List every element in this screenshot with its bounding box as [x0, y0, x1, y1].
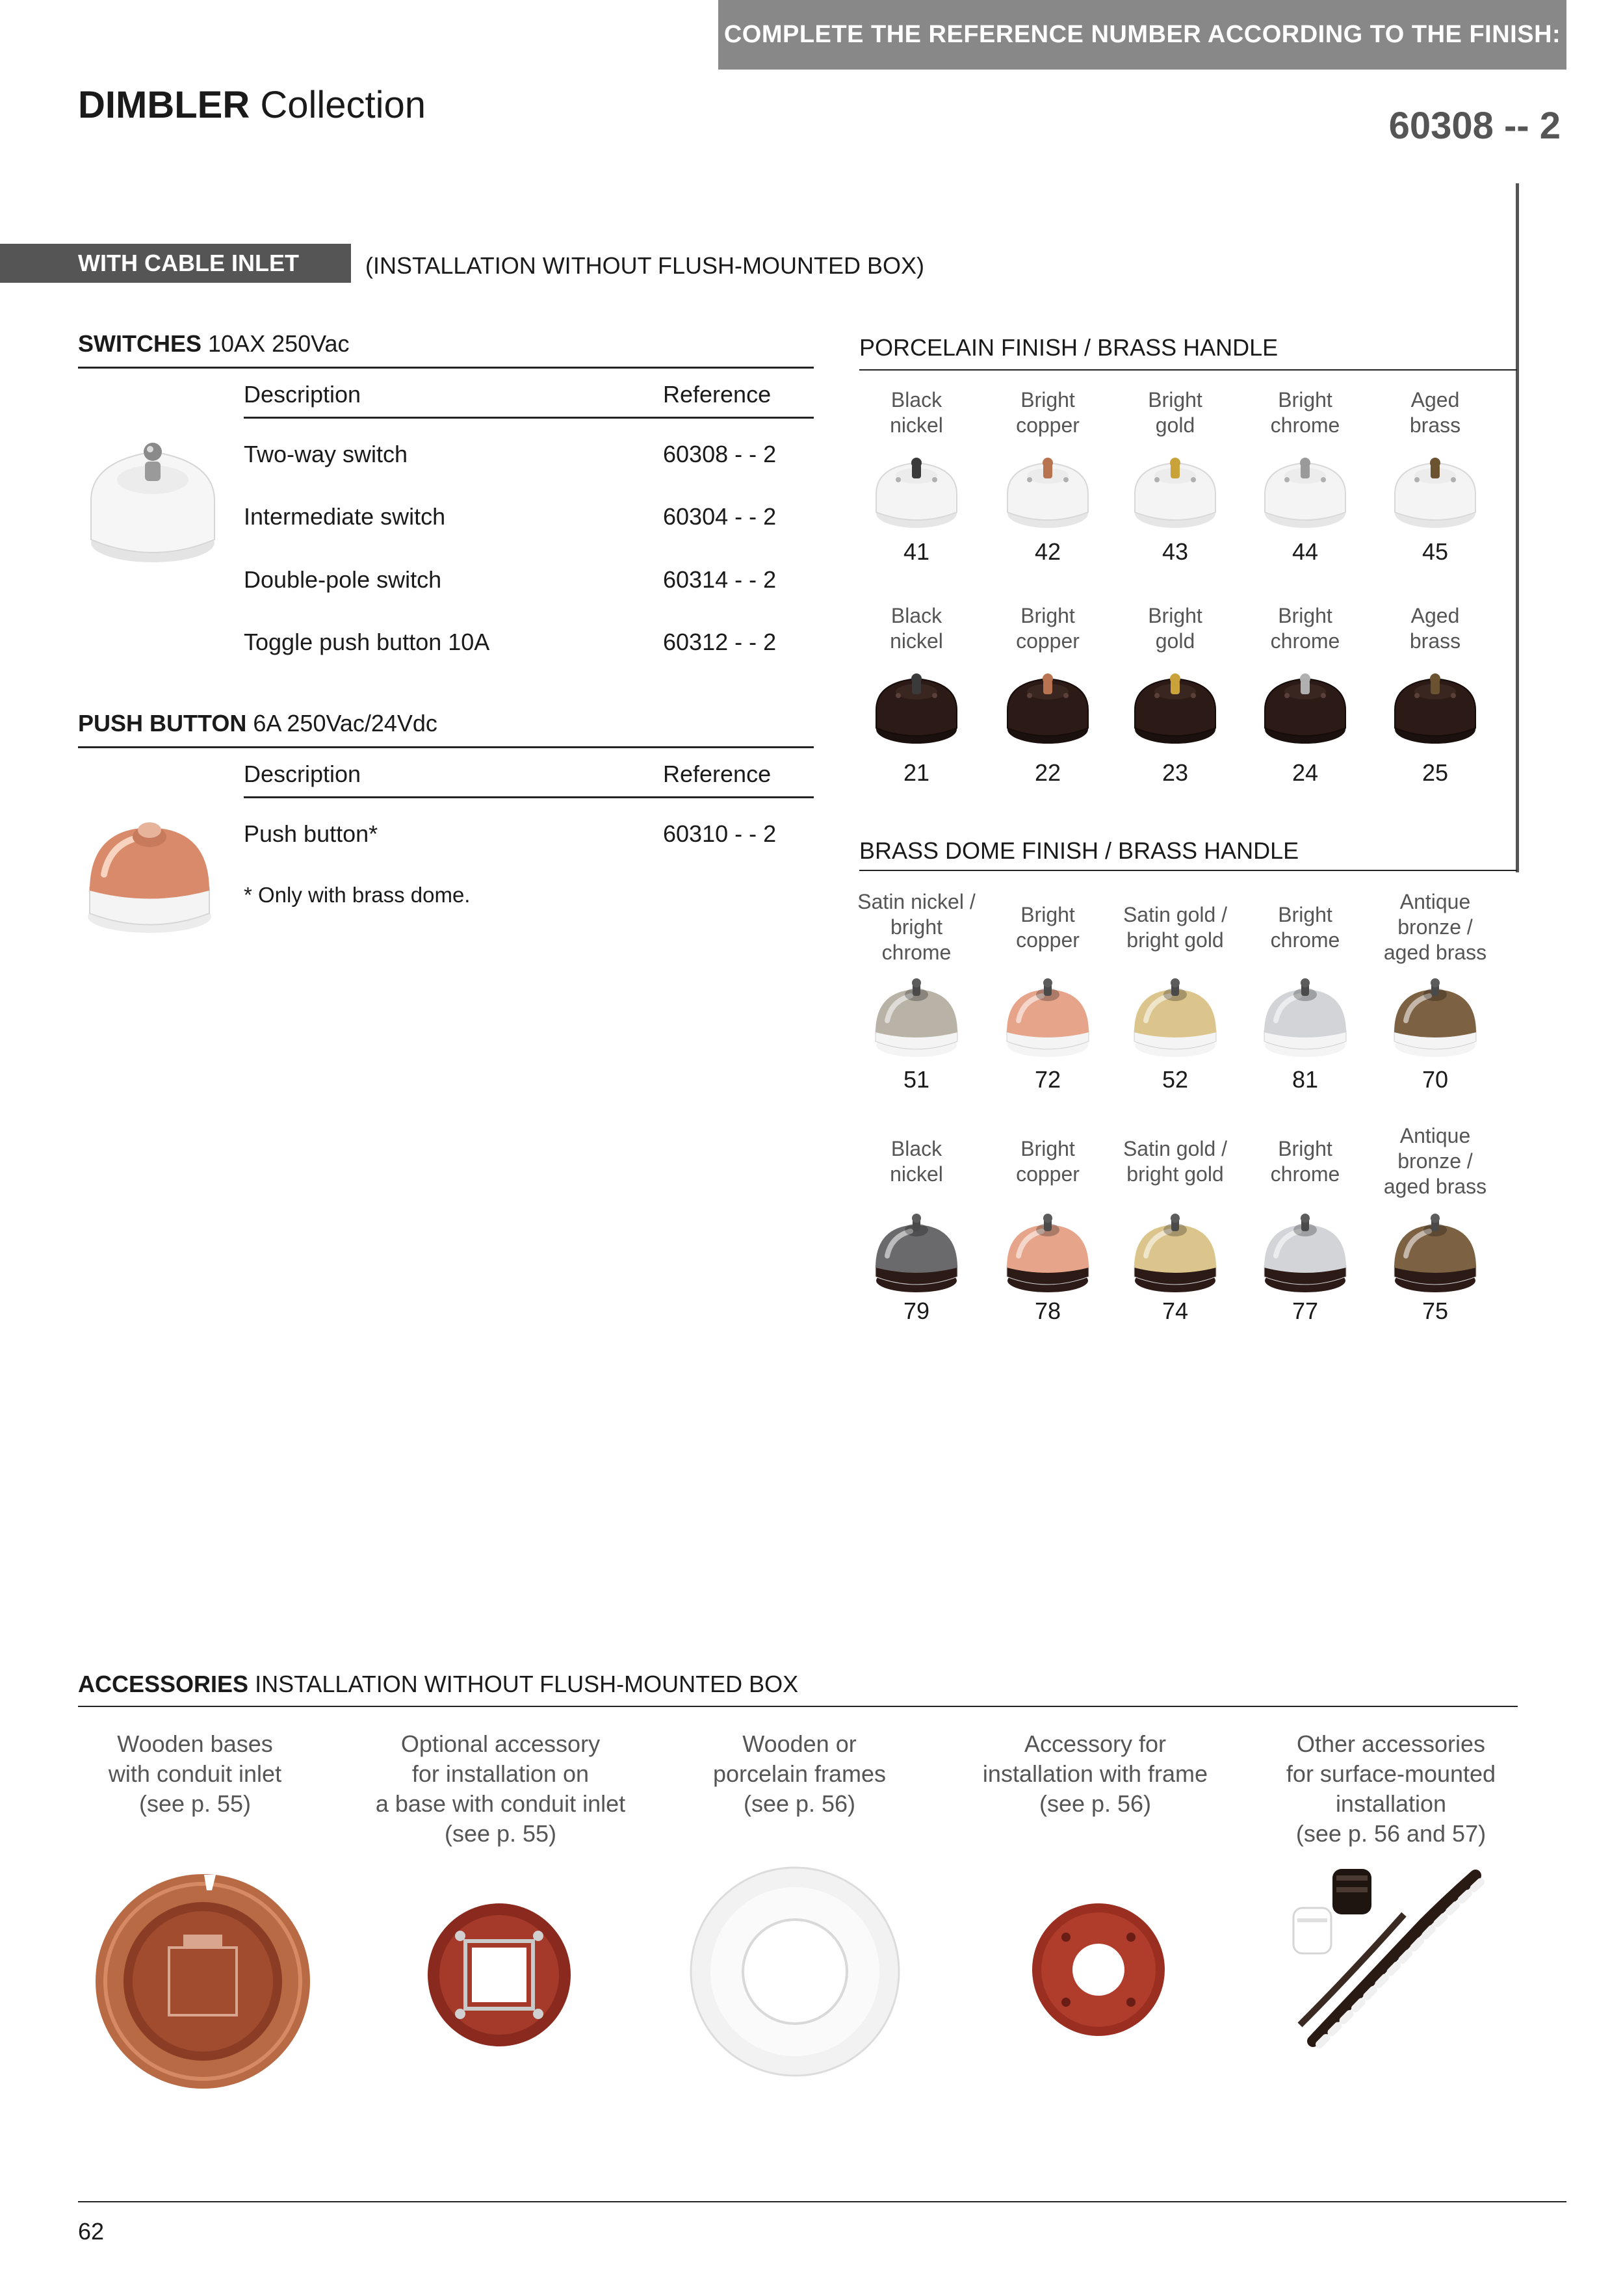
finish-code: 41	[903, 538, 930, 565]
finish-code: 70	[1422, 1066, 1449, 1093]
finish-label	[851, 387, 981, 438]
finish-label	[1105, 1136, 1245, 1187]
finish-code: 45	[1422, 538, 1449, 565]
finish-code: 74	[1162, 1298, 1189, 1324]
finish-banner: COMPLETE THE REFERENCE NUMBER ACCORDING TO THE FINISH:	[718, 0, 1566, 70]
switch-row-ref: 60304 - - 2	[663, 503, 777, 530]
finish-label-line: Bright	[1148, 604, 1202, 627]
finish-code: 78	[1034, 1298, 1061, 1324]
accessory-caption	[55, 1729, 335, 1819]
accessory-caption	[361, 1729, 640, 1849]
switch-finish-swatch	[871, 449, 962, 533]
vertical-divider	[1516, 183, 1519, 872]
switches-col-ref: Reference	[663, 381, 772, 408]
accessory-caption-line: Optional accessory	[400, 1730, 601, 1757]
section-tag: WITH CABLE INLET	[0, 244, 351, 283]
switch-finish-swatch	[1002, 449, 1093, 533]
finish-label-line: nickel	[890, 629, 943, 653]
page-title	[78, 83, 426, 127]
finish-label-line: brass	[1409, 629, 1461, 653]
finish-label-line: chrome	[1270, 629, 1340, 653]
switch-row-desc: Toggle push button 10A	[244, 629, 490, 655]
accessory-caption-line: Accessory for	[1024, 1730, 1167, 1757]
finish-label	[1365, 889, 1505, 965]
dome-finish-swatch	[999, 1210, 1097, 1295]
dome-finish-swatch	[1126, 1210, 1224, 1295]
finish-label-line: aged brass	[1383, 1175, 1487, 1198]
switch-finish-swatch	[1260, 449, 1351, 533]
finish-label	[1240, 603, 1370, 654]
accessory-caption-line: with conduit inlet	[108, 1760, 282, 1787]
accessory-caption-line: Wooden bases	[117, 1730, 273, 1757]
finish-code: 72	[1034, 1066, 1061, 1093]
finish-code: 81	[1292, 1066, 1319, 1093]
accessory-caption-line: (see p. 56 and 57)	[1295, 1820, 1487, 1847]
switch-finish-swatch	[1260, 664, 1351, 749]
wooden-base-image	[86, 1871, 320, 2092]
finish-label-line: bright gold	[1126, 1162, 1224, 1186]
accessory-caption-line: porcelain frames	[712, 1760, 887, 1787]
finish-label	[1370, 603, 1500, 654]
finish-label	[1105, 902, 1245, 953]
finish-label	[978, 1136, 1118, 1187]
finish-label	[983, 603, 1113, 654]
finish-label-line: copper	[1016, 928, 1080, 952]
porcelain-frame-image	[688, 1864, 902, 2079]
finish-label-line: Black	[890, 604, 942, 627]
finish-label-line: nickel	[890, 1162, 943, 1186]
finish-code: 21	[903, 759, 930, 786]
finish-label-line: copper	[1016, 629, 1080, 653]
finish-code: 75	[1422, 1298, 1449, 1324]
accessory-caption	[1251, 1729, 1531, 1849]
finish-label-line: Black	[890, 1137, 942, 1160]
finish-label-line: Satin gold /	[1123, 1137, 1228, 1160]
push-button-heading	[78, 710, 437, 737]
finish-label-line: copper	[1016, 1162, 1080, 1186]
finish-label-line: chrome	[1270, 928, 1340, 952]
finish-label-line: bright	[890, 915, 943, 939]
finish-label-line: Bright	[1020, 903, 1075, 926]
title-bold: DIMBLER	[78, 84, 250, 126]
finish-label-line: gold	[1155, 629, 1195, 653]
push-col-ref: Reference	[663, 761, 772, 787]
finish-label	[846, 889, 987, 965]
finish-label-line: chrome	[1270, 1162, 1340, 1186]
finish-code: 52	[1162, 1066, 1189, 1093]
accessory-caption-line: (see p. 55)	[138, 1790, 252, 1817]
finish-label-line: aged brass	[1383, 941, 1487, 964]
finish-code: 79	[903, 1298, 930, 1324]
finish-label-line: bright gold	[1126, 928, 1224, 952]
switches-rule-header	[244, 417, 814, 419]
switch-row-ref: 60312 - - 2	[663, 629, 777, 655]
finish-label-line: Antique	[1399, 890, 1471, 913]
finish-label-line: gold	[1155, 413, 1195, 437]
section-note: (INSTALLATION WITHOUT FLUSH-MOUNTED BOX)	[365, 252, 925, 279]
finish-code: 25	[1422, 759, 1449, 786]
finish-label-line: Satin nickel /	[857, 890, 976, 913]
switch-row-desc: Two-way switch	[244, 441, 408, 467]
finish-label	[846, 1136, 987, 1187]
finish-label	[1240, 387, 1370, 438]
finish-label-line: bronze /	[1397, 1149, 1473, 1173]
push-row-ref: 60310 - - 2	[663, 820, 777, 847]
accessory-caption-line: for installation on	[411, 1760, 590, 1787]
switches-col-desc: Description	[244, 381, 361, 408]
accessory-caption-line: Wooden or	[742, 1730, 857, 1757]
switch-row-ref: 60314 - - 2	[663, 566, 777, 593]
switch-finish-swatch	[1390, 449, 1481, 533]
switches-heading-bold: SWITCHES	[78, 330, 202, 357]
switch-finish-swatch	[1130, 449, 1221, 533]
switch-row-ref: 60308 - - 2	[663, 441, 777, 467]
accessory-caption-line: installation	[1335, 1790, 1447, 1817]
porcelain-heading: PORCELAIN FINISH / BRASS HANDLE	[859, 334, 1279, 361]
finish-label-line: nickel	[890, 413, 943, 437]
accessory-caption-line: (see p. 56)	[1039, 1790, 1152, 1817]
dome-finish-swatch	[1126, 975, 1224, 1060]
switch-row-desc: Intermediate switch	[244, 503, 446, 530]
push-col-desc: Description	[244, 761, 361, 787]
finish-label-line: chrome	[881, 941, 952, 964]
accessories-rule	[78, 1706, 1518, 1707]
accessory-caption-line: for surface-mounted	[1286, 1760, 1496, 1787]
push-rule-top	[78, 746, 814, 748]
switch-finish-swatch	[1130, 664, 1221, 749]
accessory-caption-line: a base with conduit inlet	[375, 1790, 626, 1817]
push-footnote: * Only with brass dome.	[244, 883, 471, 907]
porcelain-switch-image	[81, 423, 224, 572]
finish-label	[1235, 902, 1375, 953]
finish-label	[851, 603, 981, 654]
finish-label-line: copper	[1016, 413, 1080, 437]
push-rule-header	[244, 796, 814, 798]
reference-code: 60308 -- 2	[1388, 105, 1561, 147]
finish-label-line: Bright	[1148, 388, 1202, 411]
switches-heading-rest: 10AX 250Vac	[201, 330, 350, 357]
push-row-desc: Push button*	[244, 820, 378, 847]
other-accessories-image	[1274, 1862, 1488, 2051]
finish-label-line: Bright	[1278, 388, 1332, 411]
finish-code: 51	[903, 1066, 930, 1093]
finish-label-line: Aged	[1410, 388, 1460, 411]
dome-finish-swatch	[868, 1210, 965, 1295]
accessory-caption	[660, 1729, 939, 1819]
finish-label-line: Antique	[1399, 1124, 1471, 1147]
finish-code: 42	[1034, 538, 1061, 565]
finish-label	[983, 387, 1113, 438]
finish-label	[1370, 387, 1500, 438]
optional-accessory-image	[421, 1897, 577, 2053]
dome-finish-swatch	[999, 975, 1097, 1060]
switch-finish-swatch	[1390, 664, 1481, 749]
finish-label-line: Bright	[1278, 1137, 1332, 1160]
dome-finish-swatch	[1256, 1210, 1354, 1295]
switches-rule-top	[78, 367, 814, 369]
porcelain-rule	[859, 369, 1517, 371]
accessories-heading	[78, 1671, 798, 1698]
finish-label-line: chrome	[1270, 413, 1340, 437]
finish-label-line: Bright	[1278, 604, 1332, 627]
finish-code: 77	[1292, 1298, 1319, 1324]
dome-finish-swatch	[1386, 1210, 1484, 1295]
accessory-caption-line: (see p. 56)	[743, 1790, 856, 1817]
dome-finish-swatch	[868, 975, 965, 1060]
finish-label	[1110, 603, 1240, 654]
dome-finish-swatch	[1256, 975, 1354, 1060]
finish-label-line: Bright	[1020, 1137, 1075, 1160]
push-button-heading-rest: 6A 250Vac/24Vdc	[246, 710, 437, 737]
accessory-caption	[955, 1729, 1235, 1819]
finish-label-line: Aged	[1410, 604, 1460, 627]
switch-row-desc: Double-pole switch	[244, 566, 442, 593]
push-button-image	[78, 803, 221, 939]
accessories-heading-bold: ACCESSORIES	[78, 1671, 249, 1697]
finish-label	[1110, 387, 1240, 438]
finish-label-line: Bright	[1020, 388, 1075, 411]
title-light: Collection	[250, 84, 426, 126]
finish-code: 44	[1292, 538, 1319, 565]
switches-heading	[78, 330, 350, 358]
accessories-heading-rest: INSTALLATION WITHOUT FLUSH-MOUNTED BOX	[248, 1671, 799, 1697]
finish-code: 23	[1162, 759, 1189, 786]
finish-code: 24	[1292, 759, 1319, 786]
finish-label	[1365, 1123, 1505, 1199]
page-number: 62	[78, 2218, 105, 2245]
finish-label	[1235, 1136, 1375, 1187]
finish-label	[978, 902, 1118, 953]
footer-rule	[78, 2201, 1566, 2202]
finish-label-line: Satin gold /	[1123, 903, 1228, 926]
dome-finish-swatch	[1386, 975, 1484, 1060]
frame-accessory-image	[1027, 1898, 1170, 2041]
finish-code: 22	[1034, 759, 1061, 786]
finish-code: 43	[1162, 538, 1189, 565]
brass-dome-rule	[859, 870, 1517, 871]
finish-label-line: Black	[890, 388, 942, 411]
finish-label-line: bronze /	[1397, 915, 1473, 939]
accessory-caption-line: (see p. 55)	[444, 1820, 557, 1847]
brass-dome-heading: BRASS DOME FINISH / BRASS HANDLE	[859, 837, 1299, 864]
switch-finish-swatch	[1002, 664, 1093, 749]
push-button-heading-bold: PUSH BUTTON	[78, 710, 247, 737]
finish-label-line: Bright	[1020, 604, 1075, 627]
accessory-caption-line: Other accessories	[1296, 1730, 1486, 1757]
accessory-caption-line: installation with frame	[982, 1760, 1208, 1787]
finish-label-line: Bright	[1278, 903, 1332, 926]
switch-finish-swatch	[871, 664, 962, 749]
finish-label-line: brass	[1409, 413, 1461, 437]
